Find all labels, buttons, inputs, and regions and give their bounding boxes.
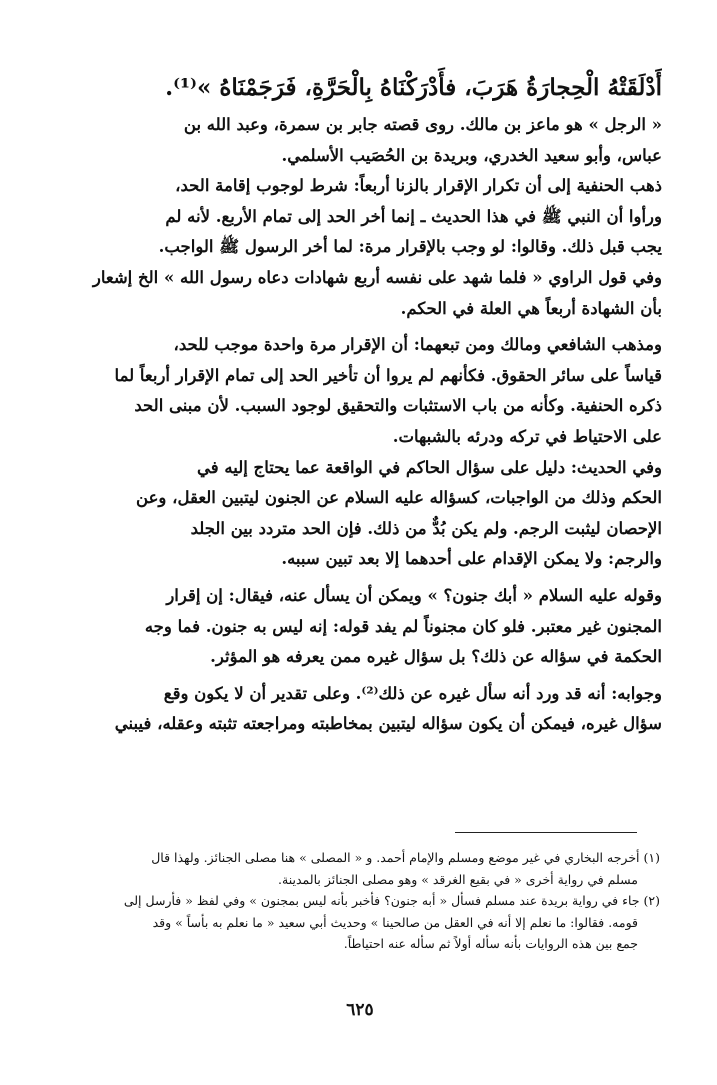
text-line: « الرجل » هو ماعز بن مالك. روى قصته جابر بن سمرة، وعبد الله بن xyxy=(183,115,662,134)
main-text xyxy=(62,66,662,740)
text-line: ومذهب الشافعي ومالك ومن تبعهما: أن الإقرار مرة واحدة موجب للحد، xyxy=(173,335,662,355)
page-number: ٦٢٥ xyxy=(346,1000,374,1020)
footnote-line: (٢) جاء في رواية بريدة عند مسلم فسأل « أبه جنون؟ فأخبر بأنه ليس بمجنون » وفي لفظ « فأرسل إلى xyxy=(123,893,660,908)
text-line: الحكم وذلك من الواجبات، كسؤاله عليه السلام عن الجنون ليتبين العقل، وعن xyxy=(136,488,662,508)
footnote-line: قومه. فقالوا: ما نعلم إلا أنه في العقل من صالحينا » وحديث أبي سعيد « ما نعلم به بأساً » وقد xyxy=(152,914,638,930)
text-line: على الاحتياط في تركه ودرئه بالشبهات. xyxy=(392,426,662,446)
paragraph-6 xyxy=(62,679,662,740)
text-line: الإحصان ليثبت الرجم. ولم يكن بُدٌّ من ذلك. فإن الحد متردد بين الجلد xyxy=(190,518,662,538)
text-line: سؤال غيره، فيمكن أن يكون سؤاله ليتبين بمخاطبته ومراجعته تثبته وعقله، فيبني xyxy=(114,714,662,734)
text-line: ذهب الحنفية إلى أن تكرار الإقرار بالزنا أربعاً: شرط لوجوب إقامة الحد، xyxy=(175,176,662,196)
footnote-line: مسلم في رواية أخرى « في بقيع الغرقد » وهو مصلى الجنائز بالمدينة. xyxy=(278,871,638,887)
text-line: وقوله عليه السلام « أبك جنون؟ » ويمكن أن يسأل عنه، فيقال: إن إقرار xyxy=(166,585,662,605)
text-line: والرجم: ولا يمكن الإقدام على أحدهما إلا بعد تبين سببه. xyxy=(281,549,662,569)
paragraph-3 xyxy=(62,330,662,452)
text-line: بأن الشهادة أربعاً هي العلة في الحكم. xyxy=(400,298,662,318)
footnote-line: جمع بين هذه الروايات بأنه سأله أولاً ثم سأله عنه احتياطاً. xyxy=(343,936,638,951)
paragraph-2 xyxy=(62,171,662,324)
footnote-1 xyxy=(62,847,660,890)
text-line: المجنون غير معتبر. فلو كان مجنوناً لم يفد قوله: إنه ليس به جنون. فما وجه xyxy=(144,616,662,636)
text-line: قياساً على سائر الحقوق. فكأنهم لم يروا أن تأخير الحد إلى تمام الإقرار أربعاً لما xyxy=(114,365,662,385)
text-line: ذكره الحنفية. وكأنه من باب الاستثبات والتحقيق لوجود السبب. لأن مبنى الحد xyxy=(134,396,662,416)
paragraph-1 xyxy=(62,110,662,171)
text-line: يجب قبل ذلك. وقالوا: لو وجب بالإقرار مرة: لما أخر الرسول ﷺ الواجب. xyxy=(158,237,662,257)
hadith-ending-line: أَدْلَقَتْهُ الْحِجارَةُ هَرَبَ، فأَدْرَكْنَاهُ بِالْحَرَّةِ، فَرَجَمْنَاهُ »⁽¹⁾. xyxy=(165,74,662,101)
text-line: الحكمة في سؤاله عن ذلك؟ بل سؤال غيره ممن يعرفه هو المؤثر. xyxy=(210,647,662,667)
text-line: عباس، وأبو سعيد الخدري، وبريدة بن الحُصَيب الأسلمي. xyxy=(281,145,662,165)
text-line: وفي الحديث: دليل على سؤال الحاكم في الواقعة عما يحتاج إليه في xyxy=(196,457,662,477)
footnotes xyxy=(62,847,660,955)
paragraph-4 xyxy=(62,453,662,575)
text-line: وجوابه: أنه قد ورد أنه سأل غيره عن ذلك⁽²⁾. وعلى تقدير أن لا يكون وقع xyxy=(163,683,662,703)
footnote-2 xyxy=(62,890,660,955)
paragraph-5 xyxy=(62,581,662,673)
text-line: ورأوا أن النبي ﷺ في هذا الحديث ـ إنما أخر الحد إلى تمام الأربع. لأنه لم xyxy=(165,206,662,226)
footnote-line: (١) أخرجه البخاري في غير موضع ومسلم والإمام أحمد. و « المصلى » هنا مصلى الجنائز. ولهذا قال xyxy=(151,850,660,865)
text-line: وفي قول الراوي « فلما شهد على نفسه أربع شهادات دعاه رسول الله » الخ إشعار xyxy=(92,267,662,287)
footnote-separator xyxy=(455,832,637,833)
